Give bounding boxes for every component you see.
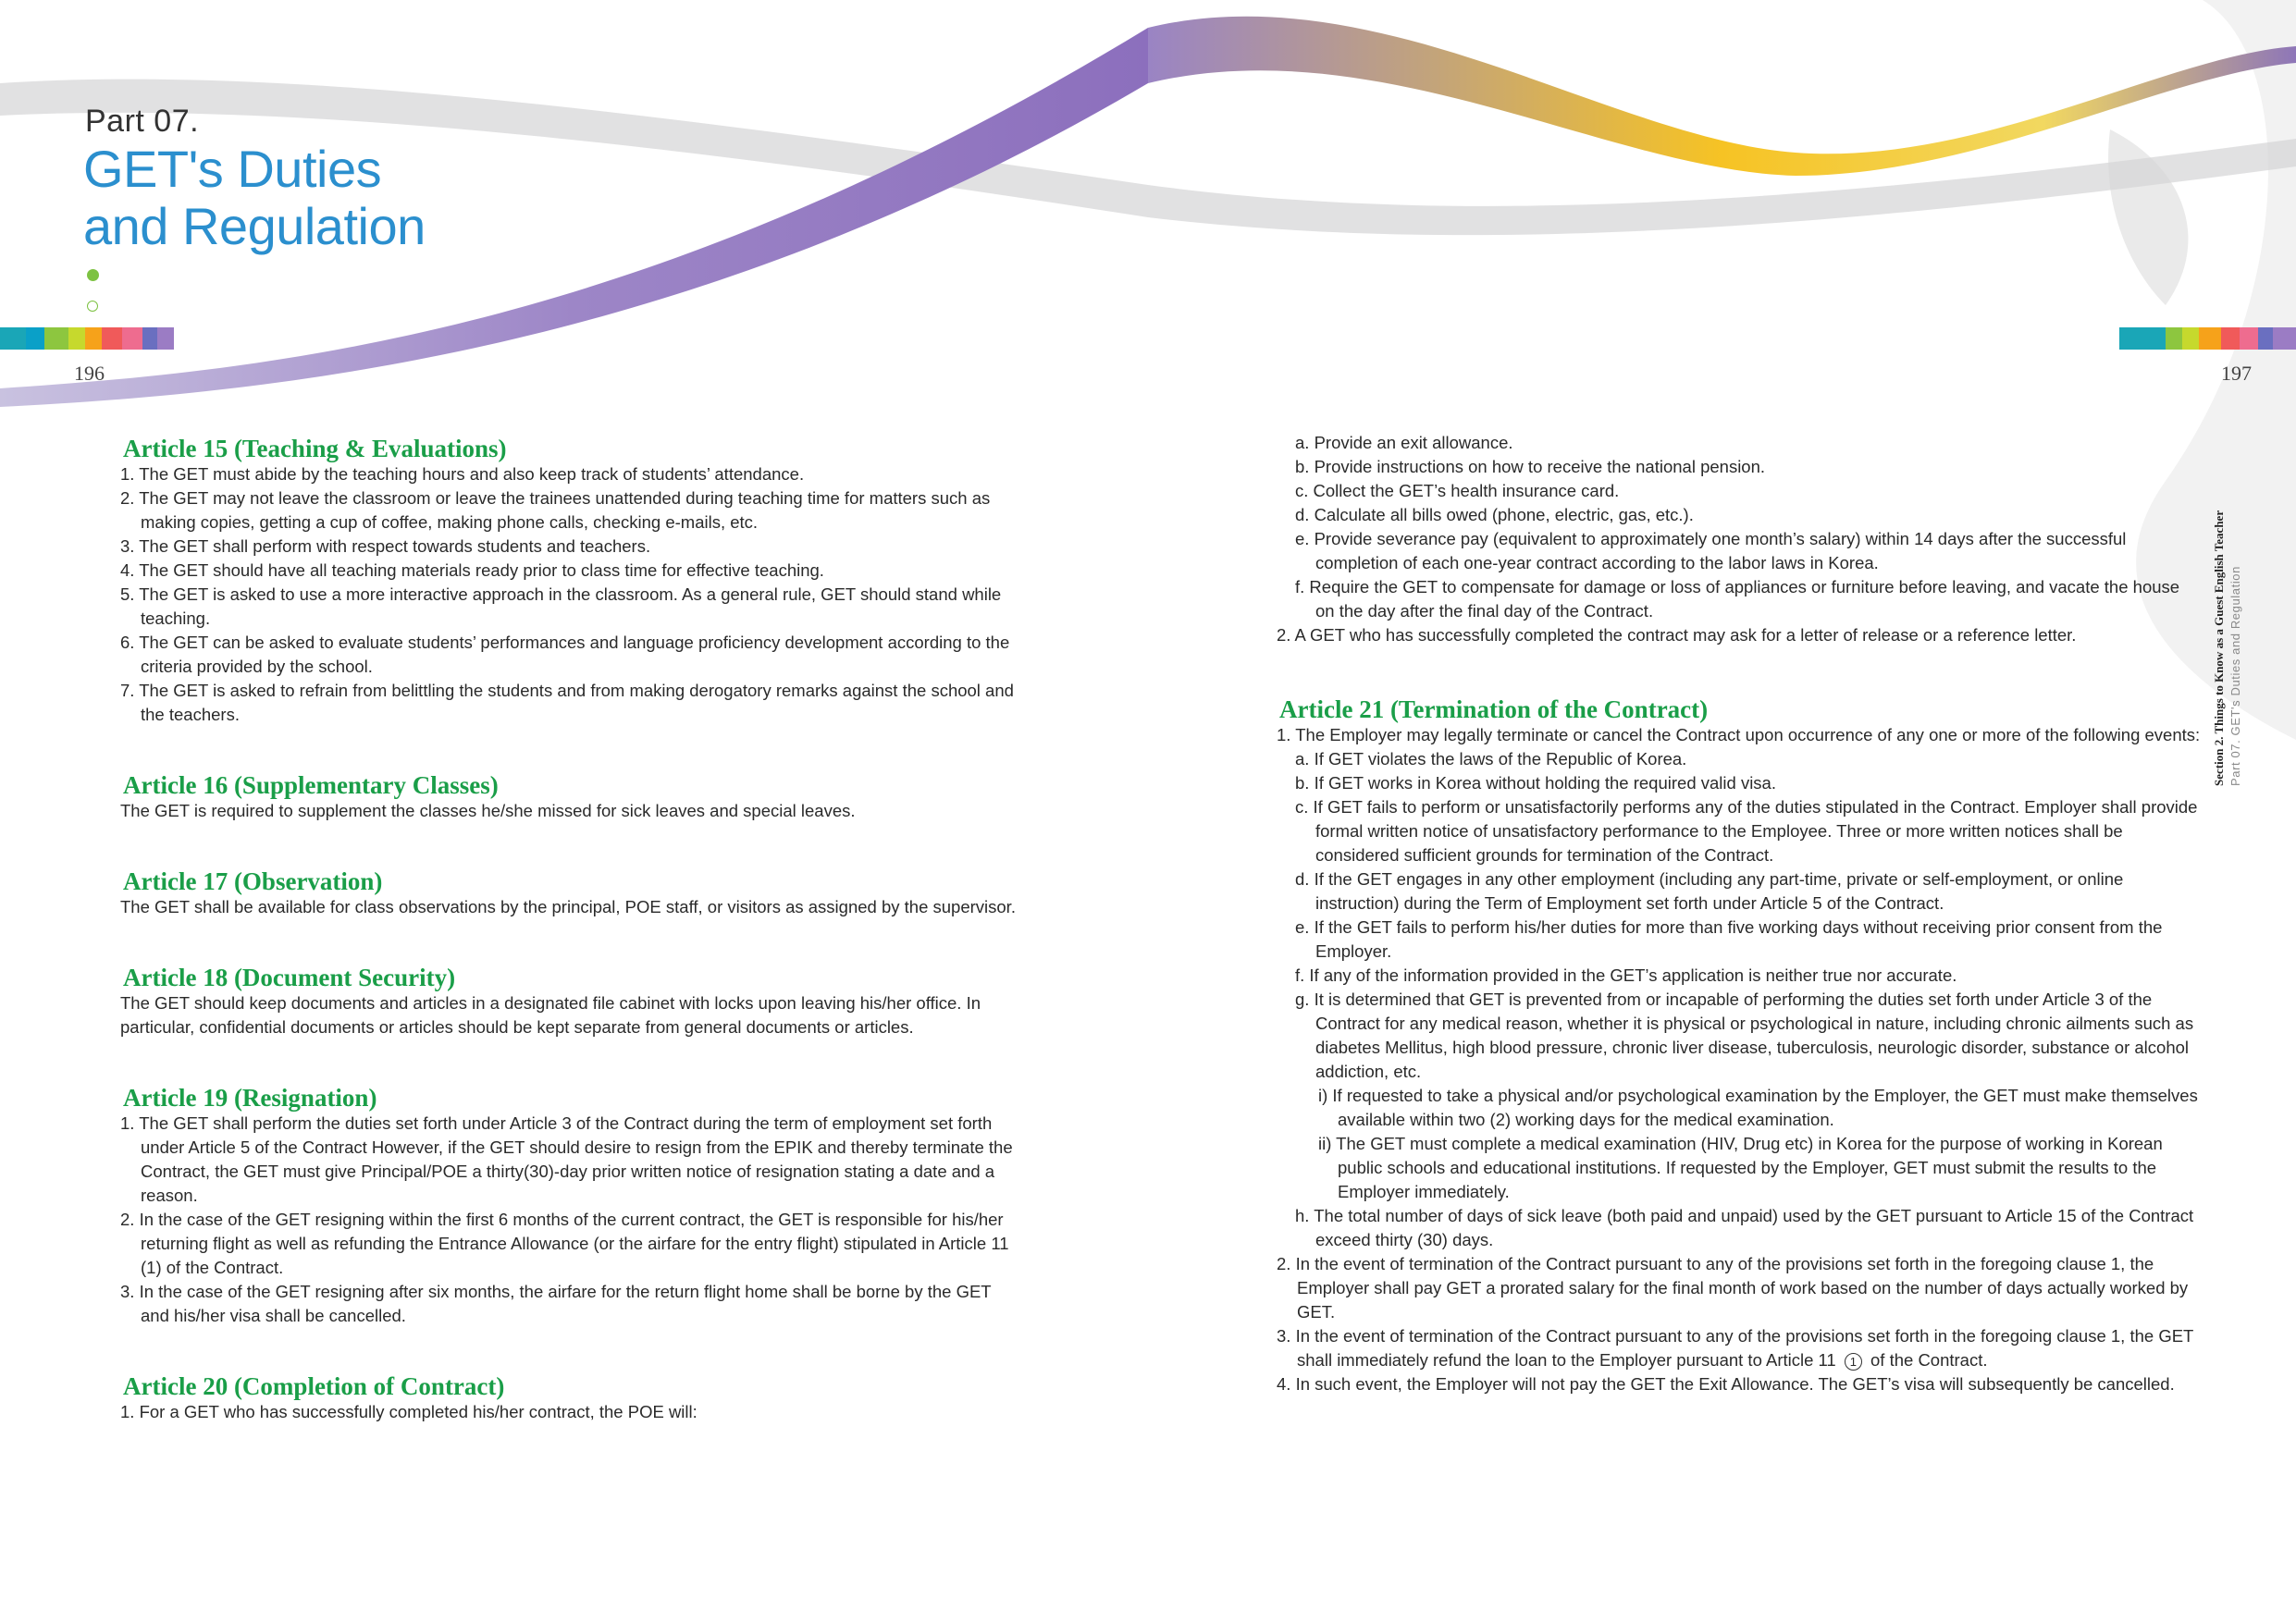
title-line-1: GET's Duties [83,140,382,198]
list-item: g. It is determined that GET is prevented from or incapable of performing the duties set forth under Article 3 of the Contract for any medical reason, whether it is physical or psychological in nature, including chronic ailments such as diabetes Mellitus, high blood pressure, chronic liver disease, tuberculosis, neurologic disorder, substance or alcohol addiction, etc. [1295,990,2194,1081]
list-item: ii) The GET must complete a medical examination (HIV, Drug etc) in Korea for the purpose of working in Korean public schools and educational institutions. If requested by the Employer, GET must submit the results to the Employer immediately. [1318,1134,2163,1201]
list-item: c. Collect the GET’s health insurance card. [1295,481,1620,500]
article-18 [120,964,1018,1039]
paragraph: The GET should keep documents and articles in a designated file cabinet with locks upon leaving his/her office. In particular, confidential documents or articles should be kept separate from general documents or articles. [120,993,981,1037]
list-item: f. Require the GET to compensate for damage or loss of appliances or furniture before leaving, and vacate the house on the day after the final day of the Contract. [1295,577,2180,621]
list-item: e. If the GET fails to perform his/her duties for more than five working days without receiving prior consent from the Employer. [1295,917,2163,961]
item-text: 3. In the event of termination of the Contract pursuant to any of the provisions set forth in the foregoing clause 1, the GET shall immediately refund the loan to the Employer pursuant to Article 11 [1277,1326,2194,1370]
paragraph: The GET shall be available for class observations by the principal, POE staff, or visitors as assigned by the supervisor. [120,897,1016,916]
list-item: 1. The GET must abide by the teaching hours and also keep track of students’ attendance. [120,464,805,484]
circled-number-icon: 1 [1845,1353,1862,1371]
article-18-title: Article 18 (Document Security) [123,964,456,991]
list-item: f. If any of the information provided in the GET’s application is neither true nor accurate. [1295,965,1957,985]
article-21-title: Article 21 (Termination of the Contract) [1279,695,1709,723]
side-part-label: Part 07. GET's Duties and Regulation [2228,566,2242,786]
side-section-label: Section 2. Things to Know as a Guest English Teacher [2212,510,2226,786]
list-item: 6. The GET can be asked to evaluate students’ performances and language proficiency development according to the criteria provided by the school. [120,633,1010,676]
list-item: 1. The GET shall perform the duties set forth under Article 3 of the Contract during the term of employment set forth under Article 5 of the Contract However, if the GET should desire to resign from the EPIK and thereby terminate the Contract, the GET must give Principal/POE a thirty(30)-day prior written notice of resignation stating a date and a reason. [120,1113,1013,1205]
list-item: 3. In the case of the GET resigning after six months, the airfare for the return flight home shall be borne by the GET and his/her visa shall be cancelled. [120,1282,992,1325]
list-item: 2. The GET may not leave the classroom or leave the trainees unattended during teaching time for matters such as making copies, getting a cup of coffee, making phone calls, checking e-mails, etc. [120,488,991,532]
list-item: d. Calculate all bills owed (phone, electric, gas, etc.). [1295,505,1694,524]
right-column [1277,431,2202,1396]
list-item: i) If requested to take a physical and/or psychological examination by the Employer, the GET must make themselves available within two (2) working days for the medical examination. [1318,1086,2198,1129]
article-20-title: Article 20 (Completion of Contract) [123,1372,505,1400]
section-sidebar [2212,398,2242,786]
list-item: 1. For a GET who has successfully completed his/her contract, the POE will: [120,1402,697,1421]
list-item: 5. The GET is asked to use a more interactive approach in the classroom. As a general rule, GET should stand while teaching. [120,584,1002,628]
list-item: 3. The GET shall perform with respect towards students and teachers. [120,536,651,556]
list-item: c. If GET fails to perform or unsatisfactorily performs any of the duties stipulated in the Contract. Employer shall provide formal written notice of unsatisfactory performance to the Employee. Three or more written notices shall be considered sufficient grounds for termination of the Contract. [1295,797,2198,865]
page-number-right: 197 [2221,362,2252,385]
article-19-title: Article 19 (Resignation) [123,1084,377,1112]
list-item: 1. The Employer may legally terminate or cancel the Contract upon occurrence of any one or more of the following events: [1277,725,2201,744]
article-16-title: Article 16 (Supplementary Classes) [123,771,499,799]
list-item: h. The total number of days of sick leave (both paid and unpaid) used by the GET pursuant to Article 15 of the Contract exceed thirty (30) days. [1295,1206,2194,1249]
list-item [1277,1324,2202,1372]
color-bar-right [2119,327,2296,350]
color-bar-left [0,327,174,350]
article-15 [120,435,1018,727]
list-item: 2. In the event of termination of the Contract pursuant to any of the provisions set forth in the foregoing clause 1, the Employer shall pay GET a prorated salary for the final month of work based on the number of days actually worked by GET. [1277,1254,2189,1322]
title-line-2: and Regulation [83,197,426,255]
green-ring-icon [87,301,98,312]
list-item: a. Provide an exit allowance. [1295,433,1513,452]
article-15-title: Article 15 (Teaching & Evaluations) [123,435,507,462]
list-item: 4. In such event, the Employer will not pay the GET the Exit Allowance. The GET’s visa will subsequently be cancelled. [1277,1374,2175,1394]
green-dot-icon [87,269,99,281]
article-16 [120,771,1018,823]
list-item: 2. A GET who has successfully completed the contract may ask for a letter of release or a reference letter. [1277,625,2077,645]
list-item: e. Provide severance pay (equivalent to approximately one month’s salary) within 14 days after the successful completion of each one-year contract according to the labor laws in Korea. [1295,529,2127,572]
part-label: Part 07. [85,104,200,139]
page-title [83,141,426,255]
item-text: of the Contract. [1870,1350,1988,1370]
right-page [1148,0,2296,1623]
list-item: b. If GET works in Korea without holding the required valid visa. [1295,773,1776,793]
left-column [120,435,1018,1424]
list-item: d. If the GET engages in any other employment (including any part-time, private or self-employment, or online instruction) during the Term of Employment set forth under Article 5 of the Contract. [1295,869,2124,913]
article-17-title: Article 17 (Observation) [123,867,383,895]
page-number-left: 196 [74,362,105,385]
article-21 [1277,695,2202,1396]
paragraph: The GET is required to supplement the classes he/she missed for sick leaves and special leaves. [120,801,856,820]
article-17 [120,867,1018,919]
article-19 [120,1084,1018,1328]
list-item: a. If GET violates the laws of the Republic of Korea. [1295,749,1687,768]
list-item: 2. In the case of the GET resigning within the first 6 months of the current contract, the GET is responsible for his/her returning flight as well as refunding the Entrance Allowance (or the airfare for the entry flight) stipulated in Article 11 (1) of the Contract. [120,1210,1009,1277]
list-item: b. Provide instructions on how to receive the national pension. [1295,457,1766,476]
article-20 [120,1372,1018,1424]
list-item: 4. The GET should have all teaching materials ready prior to class time for effective teaching. [120,560,824,580]
list-item: 7. The GET is asked to refrain from belittling the students and from making derogatory remarks against the school and the teachers. [120,681,1014,724]
article-20-continued [1277,431,2202,647]
